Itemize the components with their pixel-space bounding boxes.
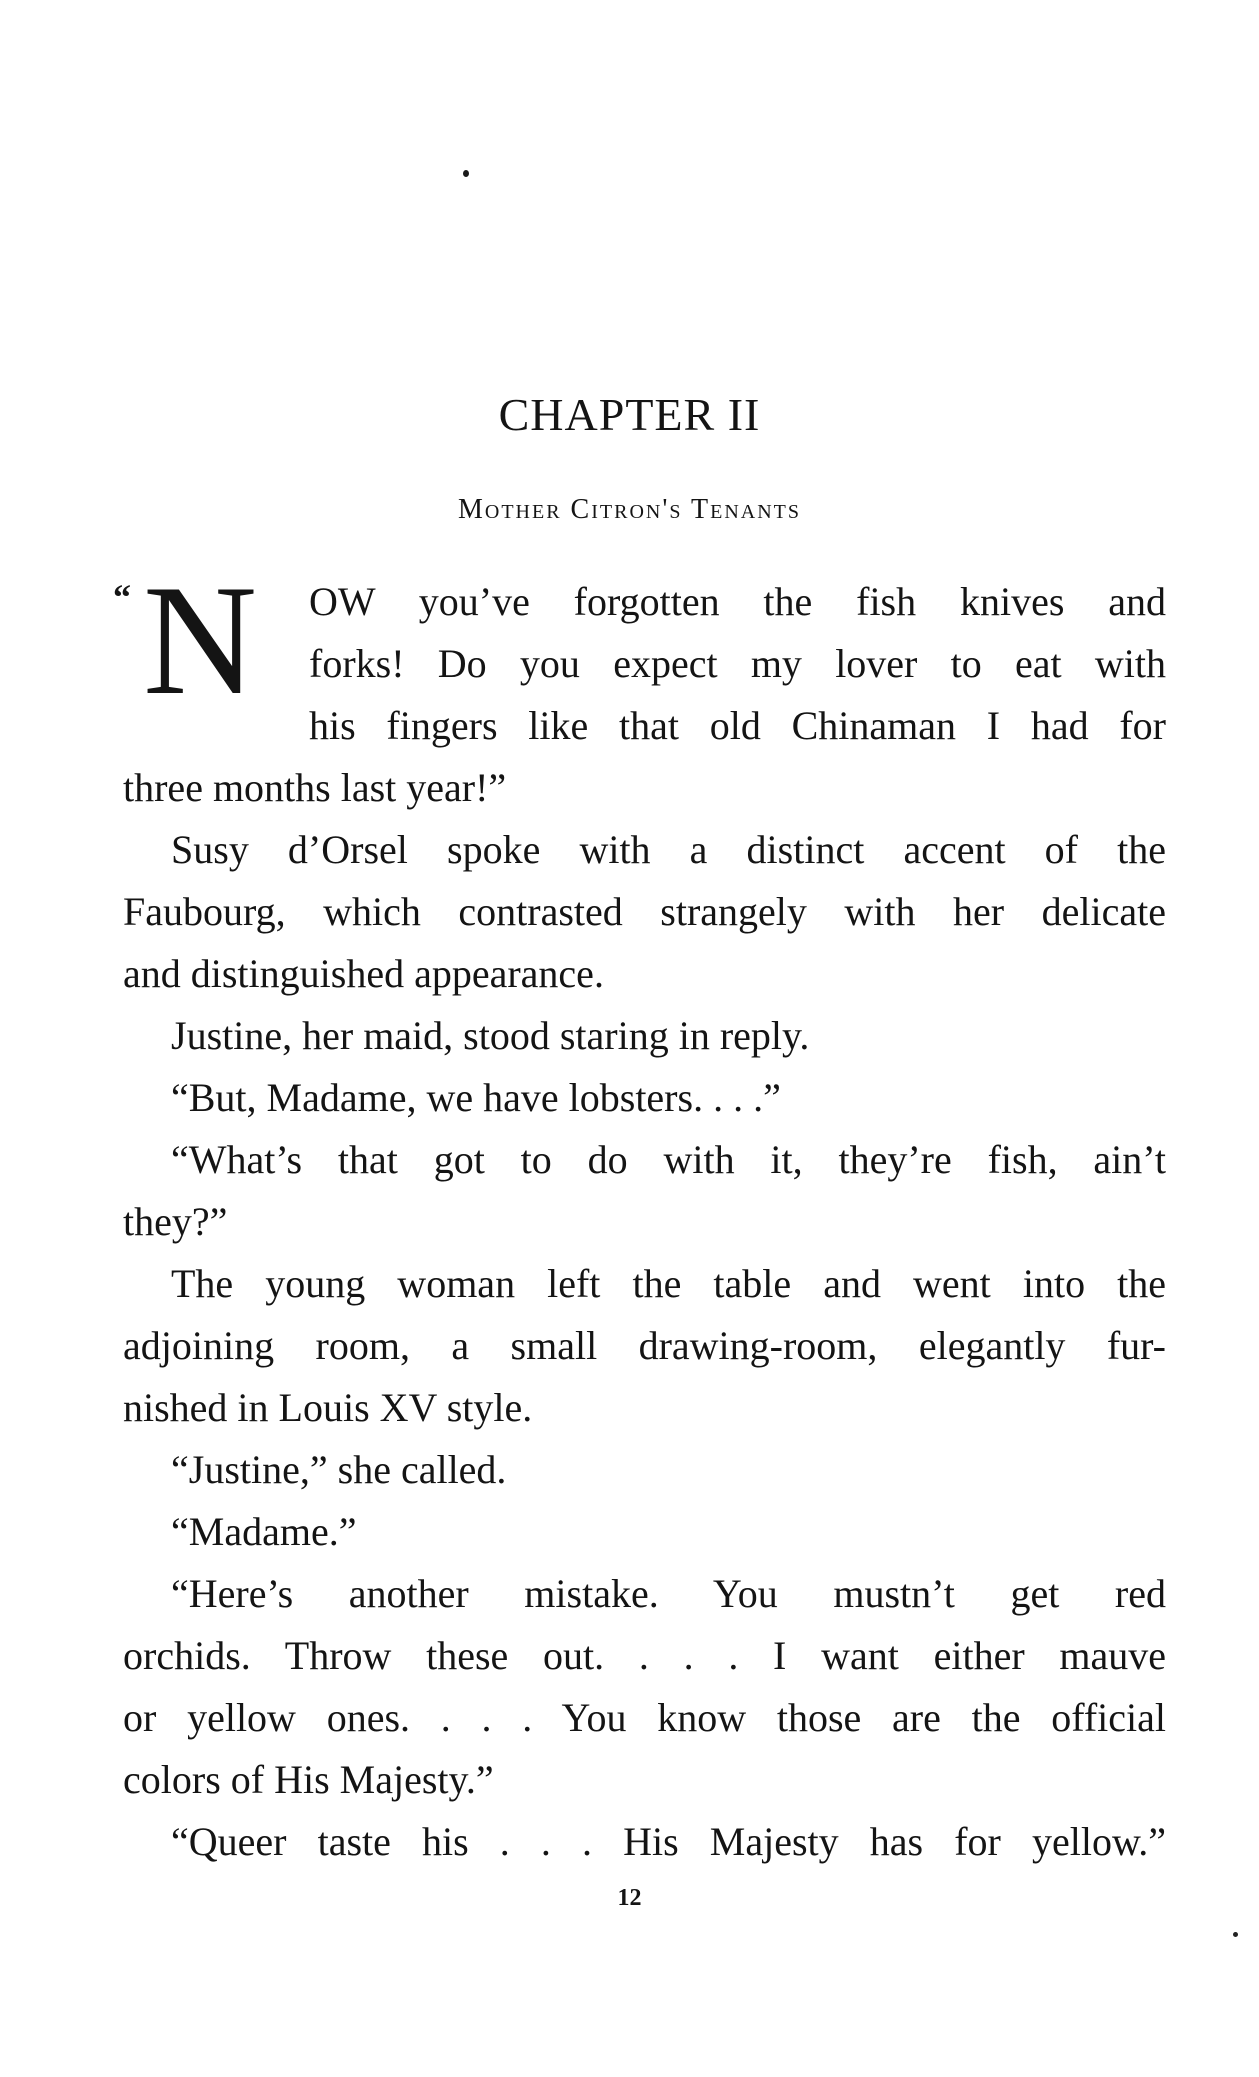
chapter-title: CHAPTER II <box>498 389 761 440</box>
text-line: forks! Do you expect my lover to eat with <box>309 641 1166 686</box>
drop-cap-quote: “ <box>113 577 131 617</box>
ink-speck <box>1233 1932 1238 1937</box>
text-line: or yellow ones. . . . You know those are the official <box>123 1695 1166 1740</box>
text-line: colors of His Majesty.” <box>123 1757 494 1802</box>
text-line: The young woman left the table and went into the <box>171 1261 1166 1306</box>
text-line: “Madame.” <box>171 1509 357 1554</box>
text-line: Faubourg, which contrasted strangely with her delicate <box>123 889 1166 934</box>
text-line: nished in Louis XV style. <box>123 1385 533 1430</box>
text-line: orchids. Throw these out. . . . I want either mauve <box>123 1633 1166 1678</box>
chapter-subtitle: Mother Citron's Tenants <box>458 494 801 525</box>
text-line: three months last year!” <box>123 765 507 810</box>
text-line: Justine, her maid, stood staring in reply. <box>171 1013 810 1058</box>
text-line: and distinguished appearance. <box>123 951 604 996</box>
text-line: “But, Madame, we have lobsters. . . .” <box>171 1075 781 1120</box>
text-line: OW you’ve forgotten the fish knives and <box>309 579 1166 624</box>
text-line: “What’s that got to do with it, they’re fish, ain’t <box>171 1137 1166 1182</box>
text-line: adjoining room, a small drawing-room, elegantly fur- <box>123 1323 1166 1368</box>
ink-speck <box>463 170 469 177</box>
text-line: his fingers like that old Chinaman I had for <box>309 703 1166 748</box>
text-line: Susy d’Orsel spoke with a distinct accent of the <box>171 827 1166 872</box>
text-line: they?” <box>123 1199 228 1244</box>
text-line: “Queer taste his . . . His Majesty has for yellow.” <box>171 1819 1166 1864</box>
page-number: 12 <box>617 1885 642 1911</box>
text-line: “Here’s another mistake. You mustn’t get red <box>171 1571 1166 1616</box>
text-line: “Justine,” she called. <box>171 1447 507 1492</box>
drop-cap-letter: N <box>143 553 258 728</box>
body-text <box>123 571 1166 1873</box>
